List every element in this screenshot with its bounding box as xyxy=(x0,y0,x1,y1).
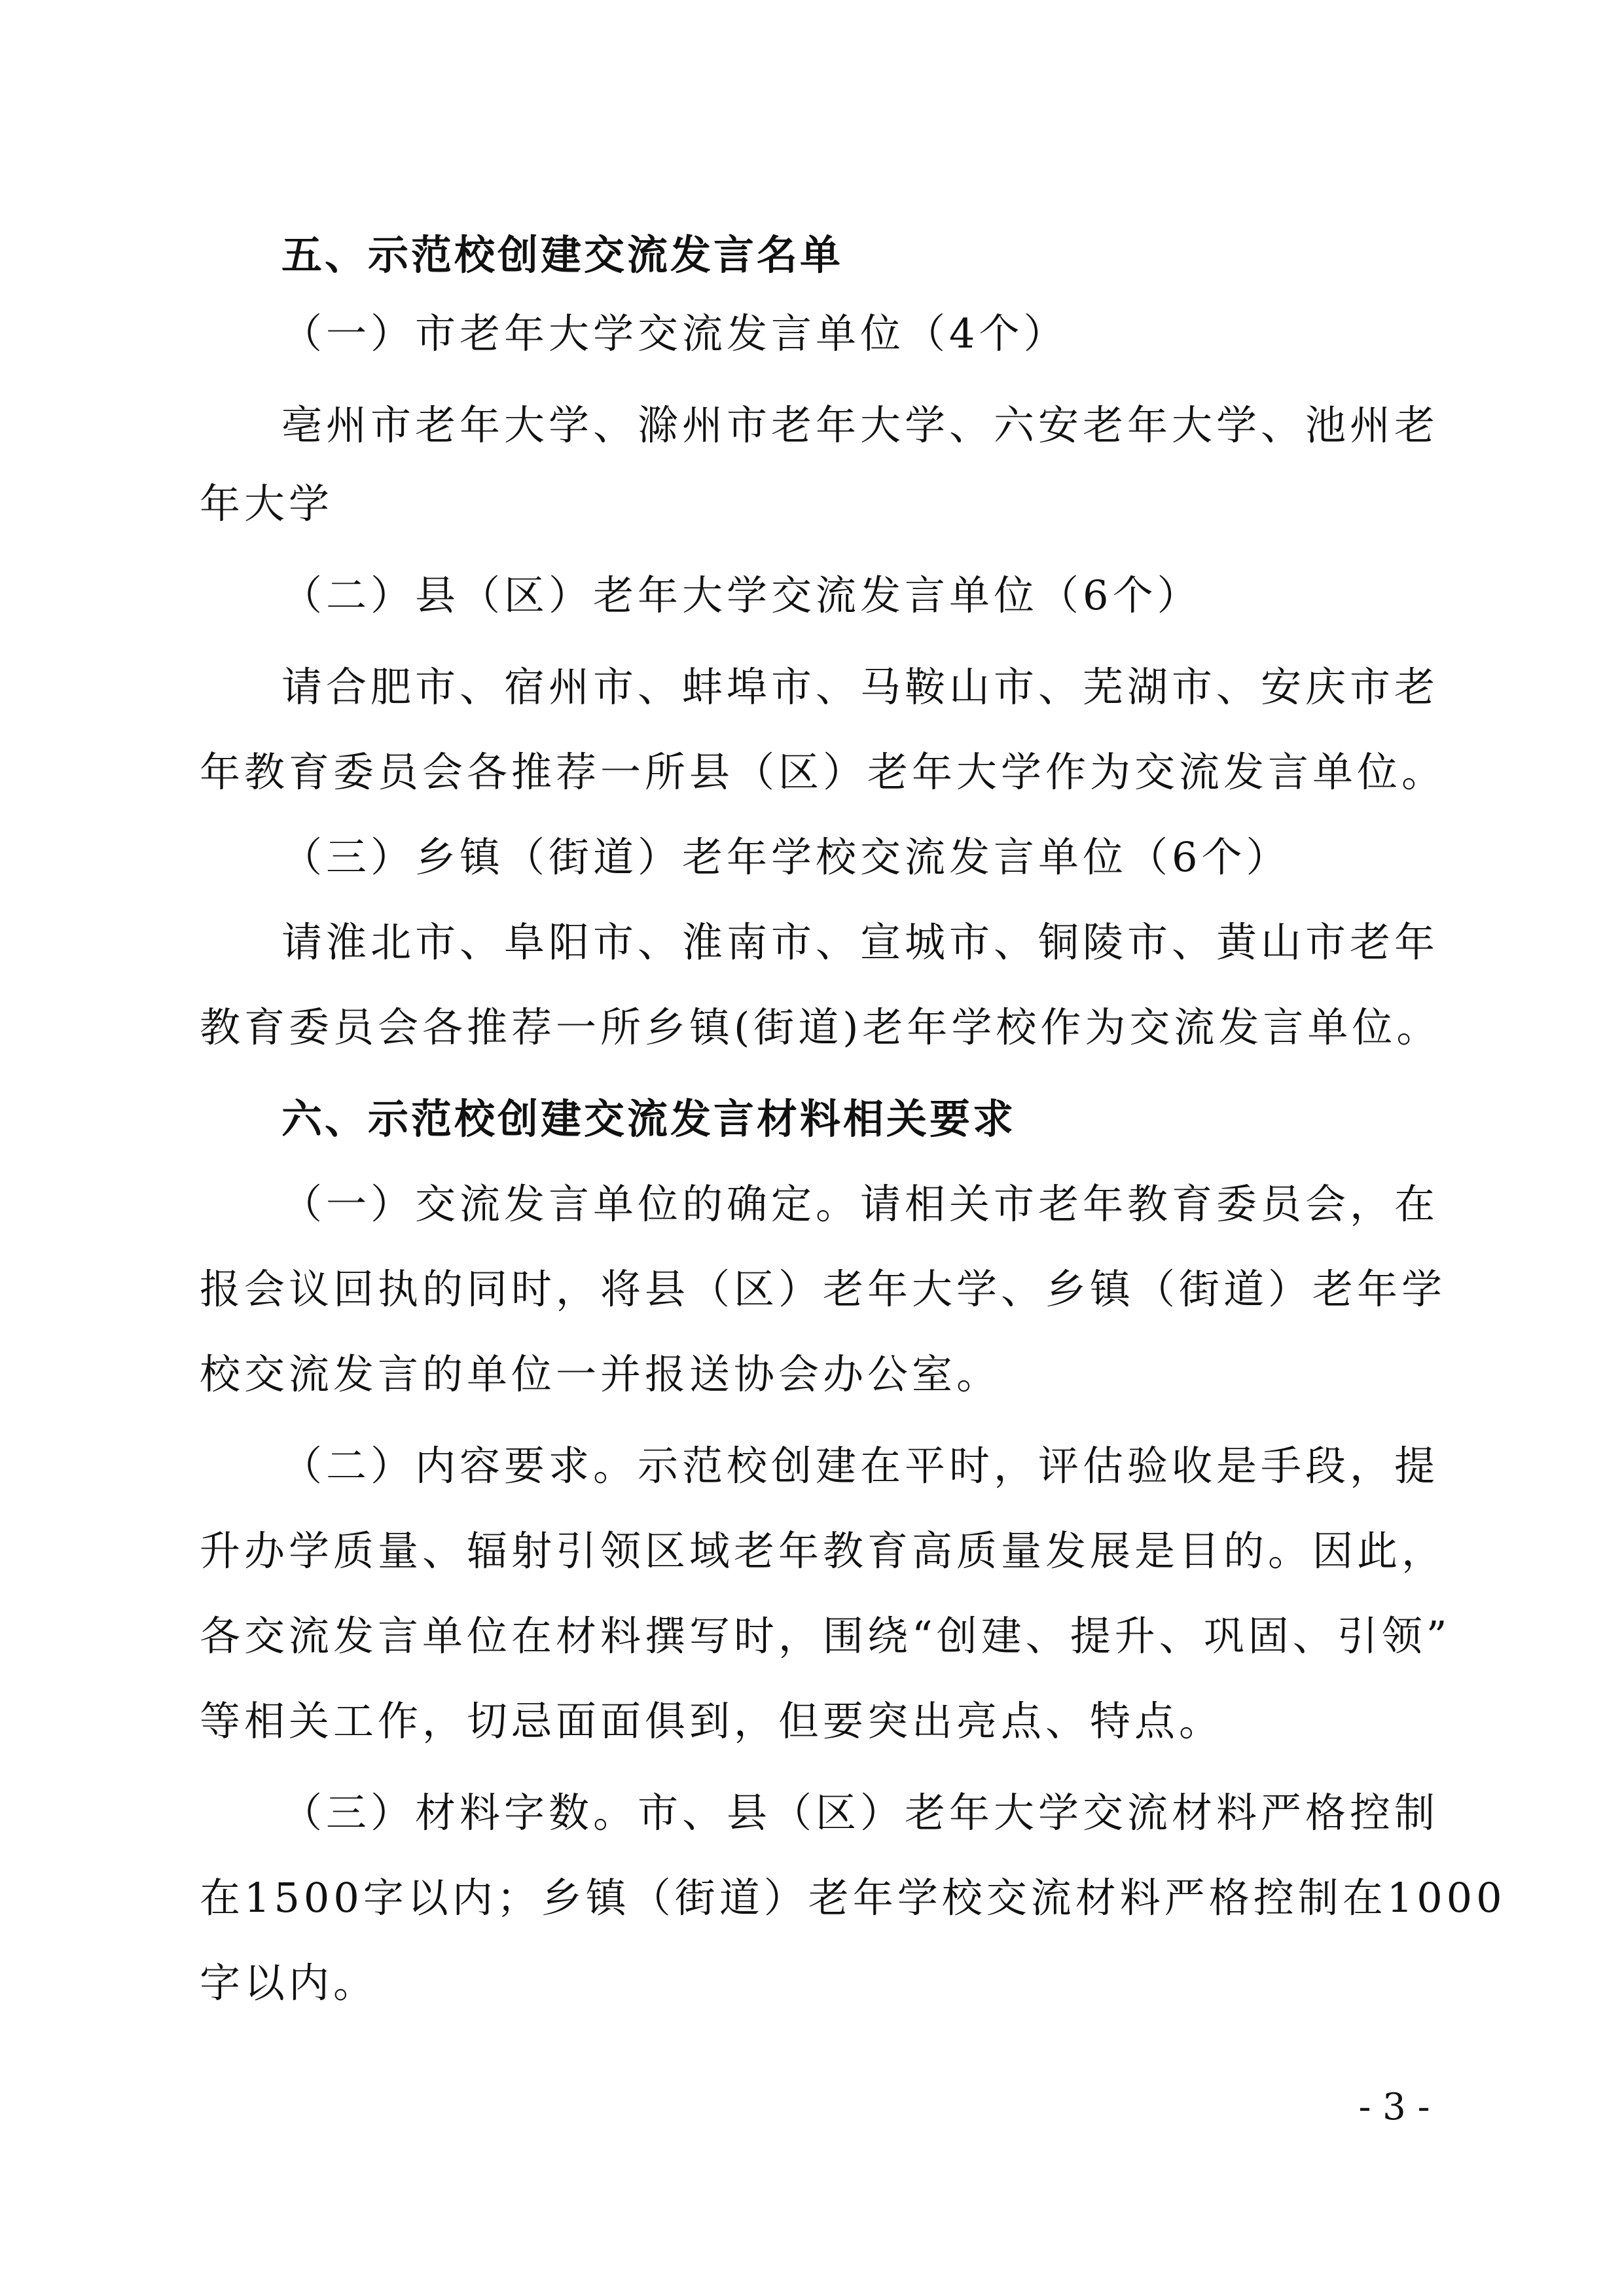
requirement-3-line-1: （三）材料字数。市、县（区）老年大学交流材料严格控制 xyxy=(281,1789,1439,1837)
requirement-2-line-1: （二）内容要求。示范校创建在平时，评估验收是手段，提 xyxy=(281,1442,1439,1490)
requirement-2-line-4: 等相关工作，切忌面面俱到，但要突出亮点、特点。 xyxy=(200,1697,1224,1745)
city-universities-line-2: 年大学 xyxy=(200,480,334,528)
page-number: - 3 - xyxy=(1358,2086,1430,2128)
county-universities-line-2: 年教育委员会各推荐一所县（区）老年大学作为交流发言单位。 xyxy=(200,748,1447,796)
city-universities-line-1: 亳州市老年大学、滁州市老年大学、六安老年大学、池州老 xyxy=(281,401,1439,449)
county-universities-line-1: 请合肥市、宿州市、蚌埠市、马鞍山市、芜湖市、安庆市老 xyxy=(281,663,1439,711)
requirement-3-line-3: 字以内。 xyxy=(200,1959,378,2007)
subheading-township-schools: （三）乡镇（街道）老年学校交流发言单位（6个） xyxy=(281,833,1291,881)
requirement-1-line-1: （一）交流发言单位的确定。请相关市老年教育委员会，在 xyxy=(281,1180,1439,1228)
section-heading-5: 五、示范校创建交流发言名单 xyxy=(281,231,844,279)
requirement-2-line-3: 各交流发言单位在材料撰写时，围绕“创建、提升、巩固、引领” xyxy=(200,1612,1451,1660)
township-schools-line-2: 教育委员会各推荐一所乡镇(街道)老年学校作为交流发言单位。 xyxy=(200,1003,1441,1051)
requirement-2-line-2: 升办学质量、辐射引领区域老年教育高质量发展是目的。因此， xyxy=(200,1527,1447,1575)
requirement-1-line-3: 校交流发言的单位一并报送协会办公室。 xyxy=(200,1350,1001,1398)
requirement-3-line-2: 在1500字以内；乡镇（街道）老年学校交流材料严格控制在1000 xyxy=(200,1874,1506,1922)
subheading-city-universities: （一）市老年大学交流发言单位（4个） xyxy=(281,310,1068,357)
section-heading-6: 六、示范校创建交流发言材料相关要求 xyxy=(281,1095,1017,1143)
township-schools-line-1: 请淮北市、阜阳市、淮南市、宣城市、铜陵市、黄山市老年 xyxy=(281,918,1439,966)
requirement-1-line-2: 报会议回执的同时，将县（区）老年大学、乡镇（街道）老年学 xyxy=(200,1265,1447,1313)
subheading-county-universities: （二）县（区）老年大学交流发言单位（6个） xyxy=(281,571,1202,619)
